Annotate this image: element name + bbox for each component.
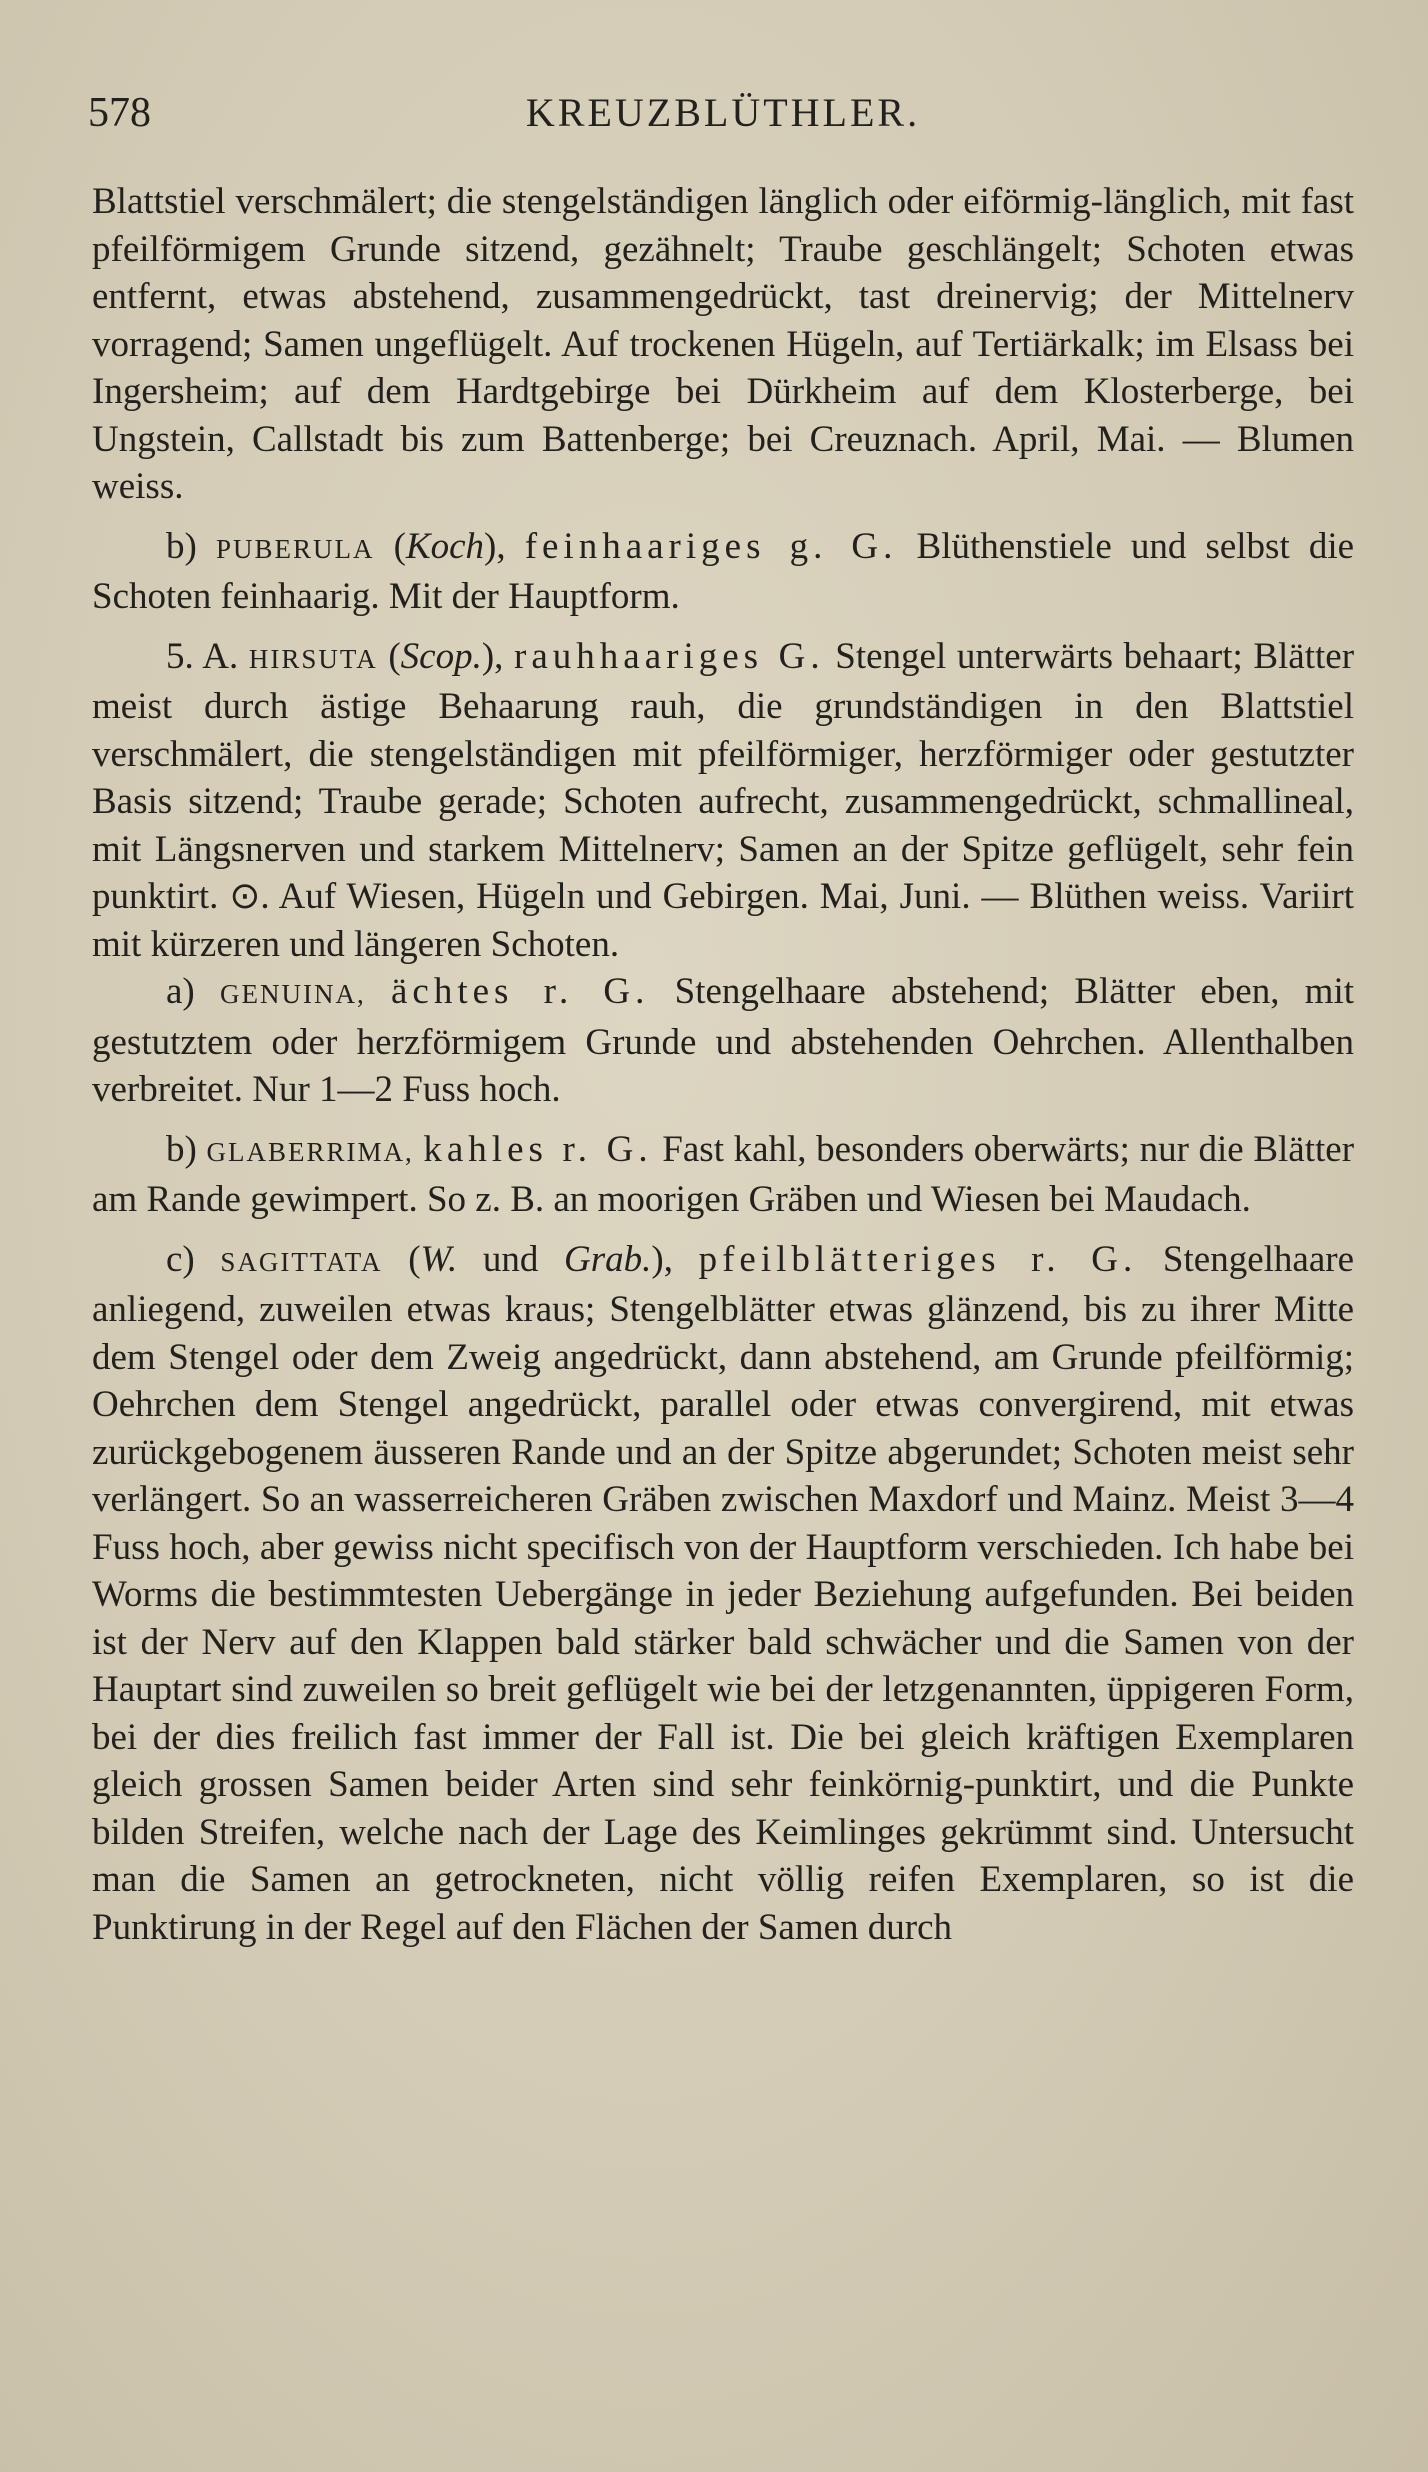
running-head: KREUZBLÜTHLER. xyxy=(525,90,921,135)
author-name-1: W. xyxy=(420,1238,458,1280)
description-part-a: Stengel unterwärts behaart; Blätter meist durch ästige Behaarung rauh, die grundständigen in den Blattstiel verschmälert, die stengelständigen mit pfeilförmiger, herzförmiger oder gestutzter Basis sitzend; Traube gerade; Schoten aufrecht, zusammengedrückt, schmallineal, mit Längsnerven und starkem Mittelnerv; Samen an der Spitze geflügelt, sehr fein punktirt. xyxy=(92,635,1355,917)
author-name-2: Grab. xyxy=(564,1238,652,1280)
description-part-b: Auf Wiesen, Hügeln und Gebirgen. Mai, Juni. — Blüthen weiss. Variirt mit kürzeren und längeren Schoten. xyxy=(92,876,1354,965)
annual-symbol-icon: ⊙. xyxy=(229,876,270,917)
paragraph-intro xyxy=(92,178,1354,511)
common-name: pfeilblätteriges r. G. xyxy=(698,1238,1138,1280)
variety-label: a) xyxy=(166,971,195,1012)
variety-name: SAGITTATA xyxy=(220,1246,383,1277)
page-header xyxy=(88,88,1358,138)
author-open: ( xyxy=(408,1238,421,1280)
author-name: Koch xyxy=(405,525,484,567)
common-name: ächtes r. G. xyxy=(390,971,650,1012)
description: Stengelhaare anliegend, zuweilen etwas kraus; Stengelblätter etwas glänzend, bis zu ihrer Mitte dem Stengel oder dem Zweig angedrückt, dann abstehend, am Grunde pfeilförmig; Oehrchen dem Stengel angedrückt, parallel oder etwas convergirend, mit etwas zurückgebogenem äusseren Rande und an der Spitze abgerundet; Schoten meist sehr verlängert. So an wasserreicheren Gräben zwischen Maxdorf und Mainz. Meist 3—4 Fuss hoch, aber gewiss nicht specifisch von der Hauptform verschieden. Ich habe bei Worms die bestimmtesten Uebergänge in jeder Beziehung aufgefunden. Bei beiden ist der Nerv auf den Klappen bald stärker bald schwächer und die Samen von der Hauptart sind zuweilen so breit geflügelt wie bei der letzgenannten, üppigeren Form, bei der dies freilich fast immer der Fall ist. Die bei gleich kräftigen Exemplaren gleich grossen Samen beider Arten sind sehr feinkörnig-punktirt, und die Punkte bilden Streifen, welche nach der Lage des Keimlinges gekrümmt sind. Untersucht man die Samen an getrockneten, nicht völlig reifen Exemplaren, so ist die Punktirung in der Regel auf den Flächen der Samen durch xyxy=(92,1238,1354,1948)
description: Stengelhaare abstehend; Blätter eben, mit gestutztem oder herzförmigem Grunde und abstehenden Oehrchen. Allenthalben verbreitet. Nur 1—2 Fuss hoch. xyxy=(92,971,1355,1110)
paragraph-puberula xyxy=(92,523,1354,621)
author-open: ( xyxy=(393,525,406,567)
common-name: feinhaariges g. G. xyxy=(524,525,898,567)
variety-name: GENUINA, xyxy=(220,979,366,1009)
author-close: ), xyxy=(481,635,504,677)
common-name: rauhhaariges G. xyxy=(514,635,825,677)
paragraph-glaberrima xyxy=(92,1126,1354,1224)
paragraph-sagittata xyxy=(92,1236,1354,1952)
author-name: Scop. xyxy=(400,635,482,677)
description: Fast kahl, besonders oberwärts; nur die Blätter am Rande gewimpert. So z. B. an moorigen Gräben und Wiesen bei Maudach. xyxy=(92,1128,1355,1220)
variety-label: c) xyxy=(166,1238,195,1280)
paragraph-hirsuta xyxy=(92,633,1354,969)
description: Blüthenstiele und selbst die Schoten feinhaarig. Mit der Hauptform. xyxy=(92,525,1355,617)
paragraph-genuina xyxy=(92,968,1354,1114)
variety-label: b) xyxy=(166,525,197,567)
author-close: ), xyxy=(484,525,506,567)
page-number: 578 xyxy=(88,90,151,136)
author-conjunction: und xyxy=(482,1238,539,1280)
author-close: ), xyxy=(651,1238,673,1280)
variety-name: PUBERULA xyxy=(215,533,375,564)
author-open: ( xyxy=(388,635,401,677)
common-name: kahles r. G. xyxy=(423,1128,653,1170)
species-label: 5. A. xyxy=(166,635,239,677)
variety-label: b) xyxy=(166,1128,197,1170)
variety-name: GLABERRIMA, xyxy=(206,1136,414,1167)
species-name: HIRSUTA xyxy=(248,643,378,674)
intro-text: Blattstiel verschmälert; die stengelständigen länglich oder eiförmig-länglich, mit fast pfeilförmigem Grunde sitzend, gezähnelt; Traube geschlängelt; Schoten etwas entfernt, etwas abstehend, zusammengedrückt, tast dreinervig; der Mittelnerv vorragend; Samen ungeflügelt. Auf trockenen Hügeln, auf Tertiärkalk; im Elsass bei Ingersheim; auf dem Hardtgebirge bei Dürkheim auf dem Klosterberge, bei Ungstein, Callstadt bis zum Battenberge; bei Creuznach. April, Mai. — Blumen weiss. xyxy=(92,181,1354,507)
body-text xyxy=(92,178,1354,1951)
